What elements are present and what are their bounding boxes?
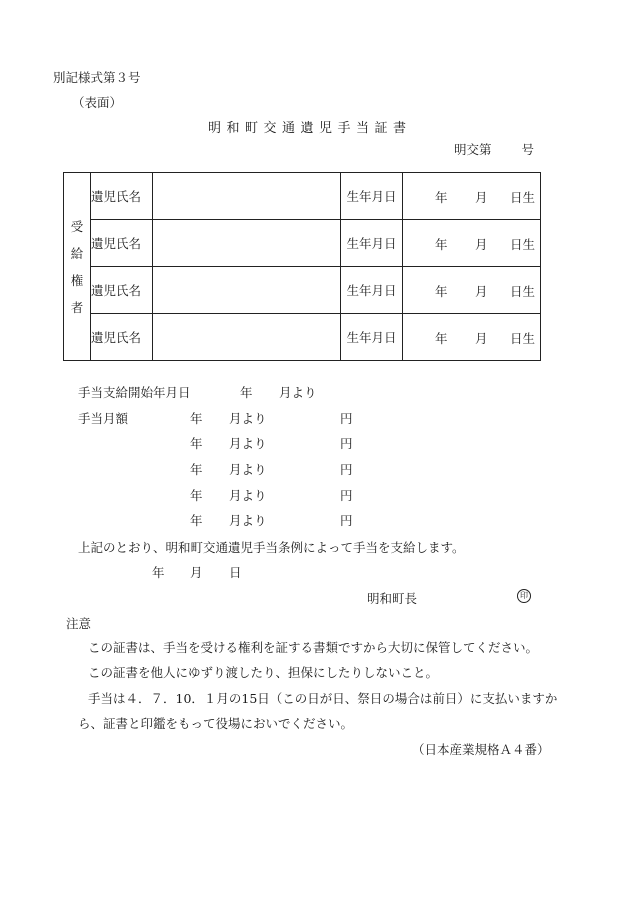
recipient-row (64, 173, 541, 220)
form-number: 別記様式第３号 (53, 70, 141, 85)
birthdate-year: 年 (435, 237, 448, 252)
birthdate-year: 年 (435, 284, 448, 299)
birthdate-year: 年 (435, 190, 448, 205)
amount-month: 月より (229, 411, 267, 426)
issue-date-year: 年 (152, 565, 165, 580)
birthdate-year: 年 (435, 331, 448, 346)
recipient-group-label-char: 権 (70, 272, 84, 288)
child-name-field[interactable] (153, 173, 341, 220)
birthdate-field[interactable] (403, 220, 541, 267)
amount-year: 年 (190, 462, 203, 477)
birthdate-day: 日生 (510, 190, 536, 205)
child-name-field[interactable] (153, 220, 341, 267)
document-number-prefix: 明交第 (454, 142, 492, 157)
recipient-row (64, 220, 541, 267)
recipient-group-label-char: 受 (70, 218, 84, 234)
issuer-title: 明和町長 (367, 591, 418, 606)
document-number (454, 140, 534, 158)
amount-month: 月より (229, 513, 267, 528)
birthdate-label: 生年月日 (341, 267, 403, 314)
notes-title: 注意 (66, 616, 92, 631)
side-label: （表面） (72, 95, 123, 110)
recipients-table (63, 172, 541, 361)
amount-yen: 円 (340, 462, 353, 477)
recipient-group-label-char: 給 (70, 245, 84, 261)
issue-date-day: 日 (229, 565, 242, 580)
amount-yen: 円 (340, 411, 353, 426)
birthdate-month: 月 (475, 237, 488, 252)
birthdate-month: 月 (475, 331, 488, 346)
recipient-row (64, 267, 541, 314)
note-item: この証書は、手当を受ける権利を証する書類ですから大切に保管してください。 (88, 640, 539, 655)
start-date-label: 手当支給開始年月日 (78, 385, 191, 400)
monthly-amount-label: 手当月額 (78, 411, 129, 426)
child-name-field[interactable] (153, 314, 341, 361)
issue-date-month: 月 (190, 565, 203, 580)
birthdate-field[interactable] (403, 173, 541, 220)
child-name-field[interactable] (153, 267, 341, 314)
amount-year: 年 (190, 488, 203, 503)
note-item-continued: ら、証書と印鑑をもって役場においでください。 (78, 716, 354, 731)
amount-yen: 円 (340, 513, 353, 528)
amount-year: 年 (190, 411, 203, 426)
birthdate-day: 日生 (510, 237, 536, 252)
amount-year: 年 (190, 436, 203, 451)
child-name-label: 遺児氏名 (91, 314, 153, 361)
amount-yen: 円 (340, 436, 353, 451)
birthdate-field[interactable] (403, 314, 541, 361)
note-item: この証書を他人にゆずり渡したり、担保にしたりしないこと。 (88, 665, 439, 680)
birthdate-month: 月 (475, 284, 488, 299)
amount-month: 月より (229, 488, 267, 503)
birthdate-label: 生年月日 (341, 173, 403, 220)
start-date-year: 年 (240, 385, 253, 400)
recipient-row (64, 314, 541, 361)
seal-mark-icon: 印 (517, 589, 531, 603)
birthdate-label: 生年月日 (341, 314, 403, 361)
amount-month: 月より (229, 462, 267, 477)
document-title: 明和町交通遺児手当証書 (208, 121, 412, 136)
amount-year: 年 (190, 513, 203, 528)
child-name-label: 遺児氏名 (91, 173, 153, 220)
amount-yen: 円 (340, 488, 353, 503)
child-name-label: 遺児氏名 (91, 220, 153, 267)
recipient-group-label (64, 173, 91, 361)
payment-statement: 上記のとおり、明和町交通遺児手当条例によって手当を支給します。 (78, 540, 465, 555)
birthdate-field[interactable] (403, 267, 541, 314)
birthdate-day: 日生 (510, 331, 536, 346)
start-date-month: 月より (279, 385, 317, 400)
birthdate-month: 月 (475, 190, 488, 205)
birthdate-day: 日生 (510, 284, 536, 299)
birthdate-label: 生年月日 (341, 220, 403, 267)
amount-month: 月より (229, 436, 267, 451)
note-item: 手当は４．７．10．１月の15日（この日が日、祭日の場合は前日）に支払いますか (88, 691, 558, 706)
document-number-suffix: 号 (521, 142, 535, 157)
paper-size-note: （日本産業規格Ａ４番） (412, 742, 550, 757)
child-name-label: 遺児氏名 (91, 267, 153, 314)
recipient-group-label-char: 者 (70, 299, 84, 315)
